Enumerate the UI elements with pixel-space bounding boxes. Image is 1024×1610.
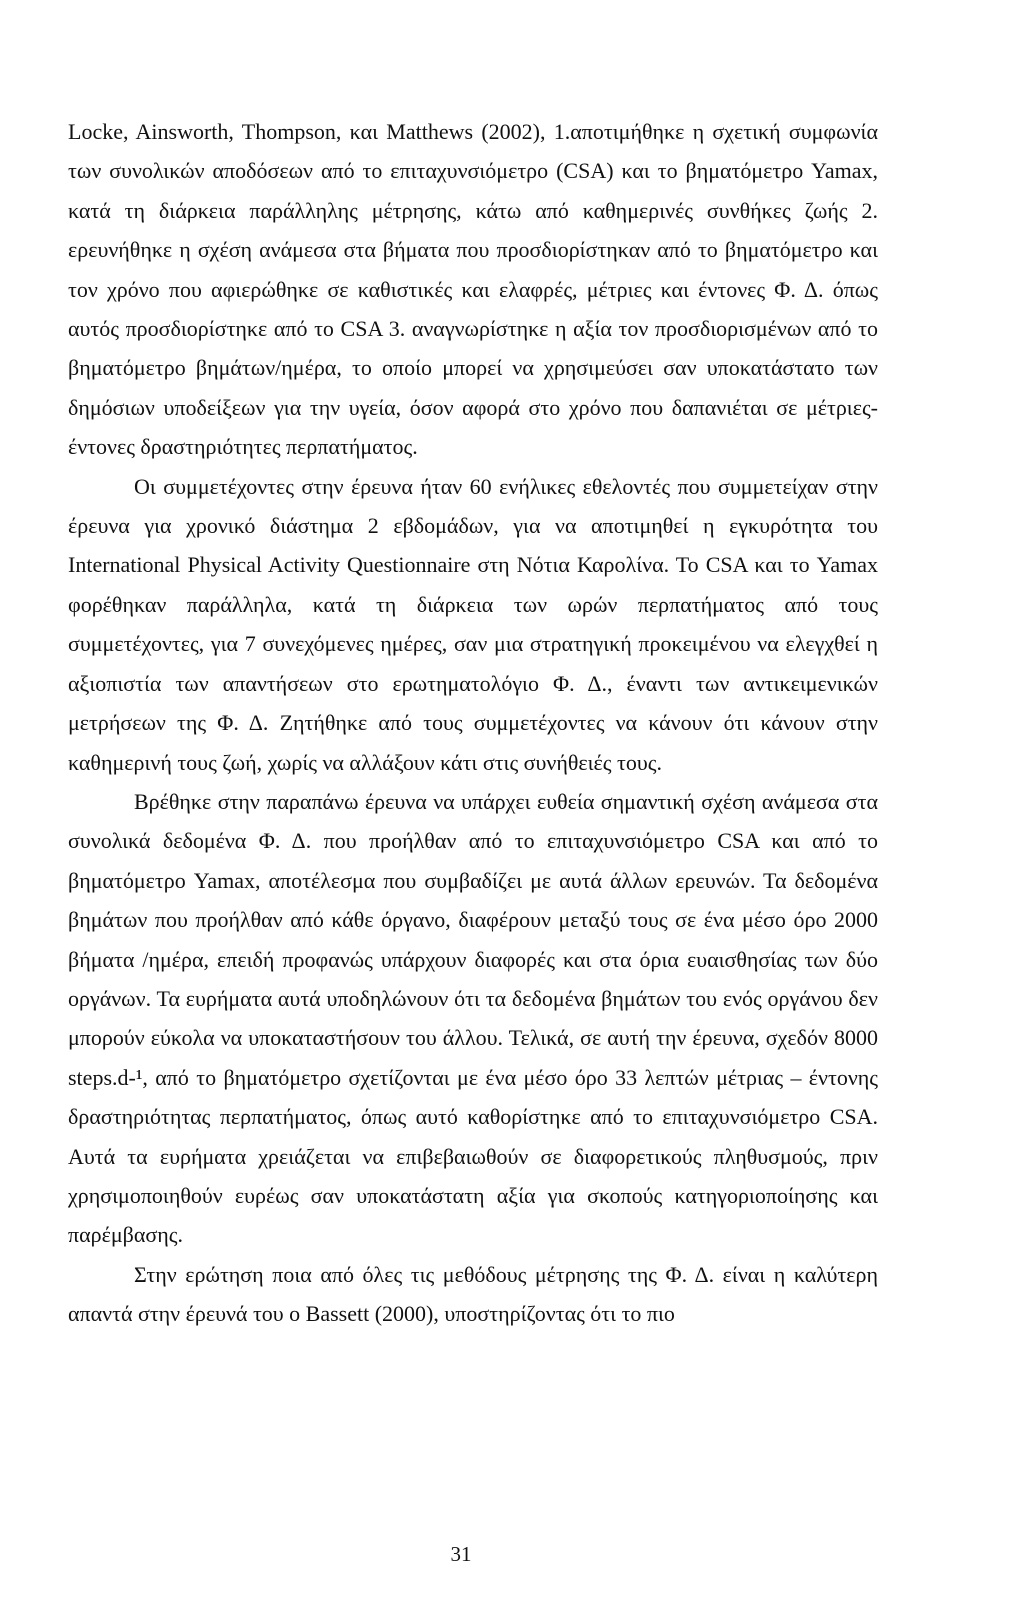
paragraph-findings: Βρέθηκε στην παραπάνω έρευνα να υπάρχει ευθεία σημαντική σχέση ανάμεσα στα συνολικά δεδομένα Φ. Δ. που προήλθαν από το επιταχυνσιόμετρο CSA και από το βηματόμετρο Yamax, αποτέλεσμα που συμβαδίζει με αυτά άλλων ερευνών. Τα δεδομένα βημάτων που προήλθαν από κάθε όργανο, διαφέρουν μεταξύ τους σε ένα μέσο όρο 2000 βήματα /ημέρα, επειδή προφανώς υπάρχουν διαφορές και στα όρια ευαισθησίας των δύο οργάνων. Τα ευρήματα αυτά υποδηλώνουν ότι τα δεδομένα βημάτων του ενός οργάνου δεν μπορούν εύκολα να υποκαταστήσουν του άλλου. Τελικά, σε αυτή την έρευνα, σχεδόν 8000 steps.d-¹, από το βηματόμετρο σχετίζονται με ένα μέσο όρο 33 λεπτών μέτριας – έντονης δραστηριότητας περπατήματος, όπως αυτό καθορίστηκε από το επιταχυνσιόμετρο CSA. Αυτά τα ευρήματα χρειάζεται να επιβεβαιωθούν σε διαφορετικούς πληθυσμούς, πριν χρησιμοποιηθούν ευρέως σαν υποκατάστατη αξία για σκοπούς κατηγοριοποίησης και παρέμβασης. [68, 788, 878, 1248]
paragraph-locke-study-summary: Locke, Ainsworth, Thompson, και Matthews (2002), 1.αποτιμήθηκε η σχετική συμφωνία των συνολικών αποδόσεων από το επιταχυνσιόμετρο (CSA) και το βηματόμετρο Yamax, κατά τη διάρκεια παράλληλης μέτρησης, κάτω από καθημερινές συνθήκες ζωής 2. ερευνήθηκε η σχέση ανάμεσα στα βήματα που προσδιορίστηκαν από το βηματόμετρο και τον χρόνο που αφιερώθηκε σε καθιστικές και ελαφρές, μέτριες και έντονες Φ. Δ. όπως αυτός προσδιορίστηκε από το CSA 3. αναγνωρίστηκε η αξία τον προσδιορισμένων από το βηματόμετρο βημάτων/ημέρα, το οποίο μπορεί να χρησιμεύσει σαν υποκατάστατο των δημόσιων υποδείξεων για την υγεία, όσον αφορά στο χρόνο που δαπανιέται σε μέτριες-έντονες δραστηριότητες περπατήματος. [68, 119, 878, 460]
paragraph-participants: Οι συμμετέχοντες στην έρευνα ήταν 60 ενήλικες εθελοντές που συμμετείχαν στην έρευνα για χρονικό διάστημα 2 εβδομάδων, για να αποτιμηθεί η εγκυρότητα του International Physical Activity Questionnaire στη Νότια Καρολίνα. Το CSA και το Yamax φορέθηκαν παράλληλα, κατά τη διάρκεια των ωρών περπατήματος από τους συμμετέχοντες, για 7 συνεχόμενες ημέρες, σαν μια στρατηγική προκειμένου να ελεγχθεί η αξιοπιστία των απαντήσεων στο ερωτηματολόγιο Φ. Δ., έναντι των αντικειμενικών μετρήσεων της Φ. Δ. Ζητήθηκε από τους συμμετέχοντες να κάνουν ότι κάνουν στην καθημερινή τους ζωή, χωρίς να αλλάξουν κάτι στις συνήθειές τους. [68, 473, 878, 775]
page-number: 31 [450, 1542, 472, 1566]
document-body [68, 112, 878, 1334]
page-number-footer [0, 1542, 1024, 1567]
paragraph-bassett: Στην ερώτηση ποια από όλες τις μεθόδους μέτρησης της Φ. Δ. είναι η καλύτερη απαντά στην έρευνά του ο Bassett (2000), υποστηρίζοντας ότι το πιο [68, 1261, 878, 1327]
